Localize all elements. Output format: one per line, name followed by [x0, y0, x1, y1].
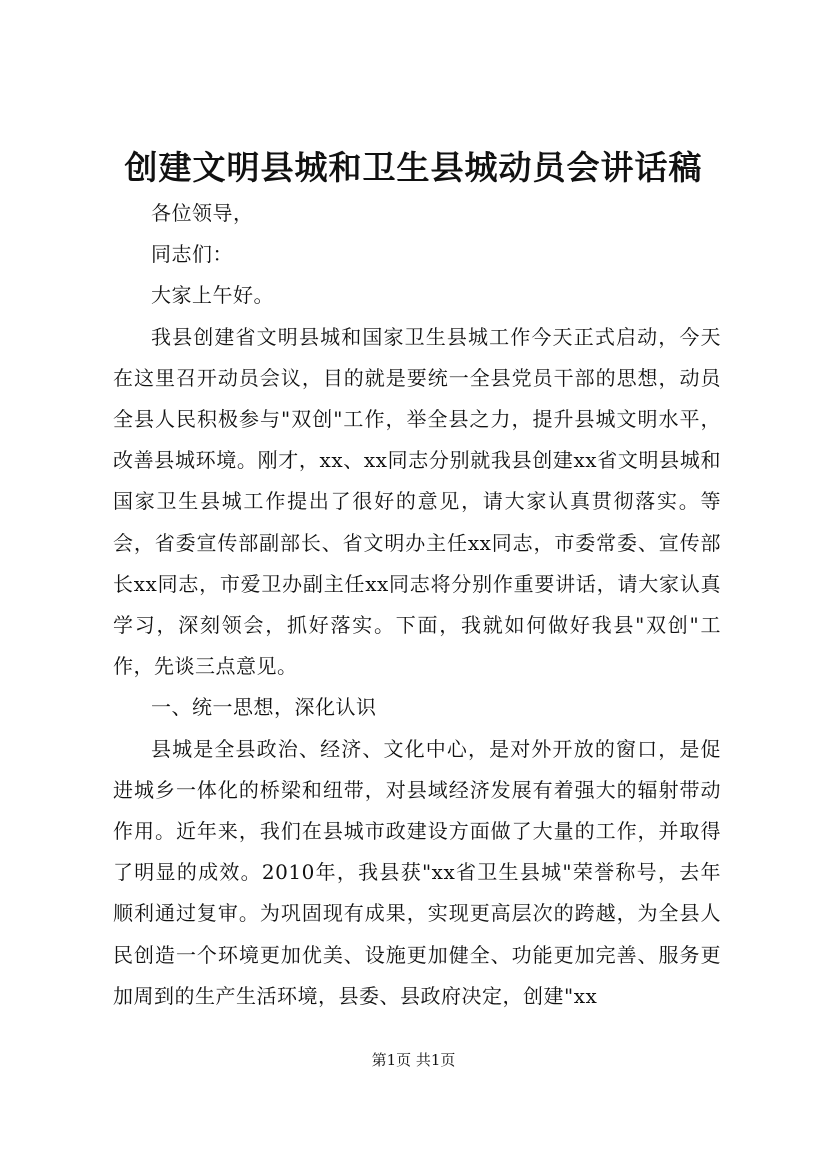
paragraph-introduction: 我县创建省文明县城和国家卫生县城工作今天正式启动，今天在这里召开动员会议，目的就是要统一全县党员干部的思想，动员全县人民积极参与"双创"工作，举全县之力，提升县城文明水平，改善县城环境。刚才，xx、xx同志分别就我县创建xx省文明县城和国家卫生县城工作提出了很好的意见，请大家认真贯彻落实。等会，省委宣传部副部长、省文明办主任xx同志，市委常委、宣传部长xx同志，市爱卫办副主任xx同志将分别作重要讲话，请大家认真学习，深刻领会，抓好落实。下面，我就如何做好我县"双创"工作，先谈三点意见。 [113, 324, 721, 679]
paragraph-salutation-leaders: 各位领导， [151, 201, 254, 225]
document-title: 创建文明县城和卫生县城动员会讲话稿 [124, 148, 703, 187]
paragraph-greeting: 大家上午好。 [151, 283, 274, 308]
document-body [113, 193, 721, 1017]
paragraph-salutation-comrades: 同志们： [151, 242, 233, 267]
page-footer: 第1页 共1页 [371, 1051, 456, 1069]
paragraph-section-1-body: 县城是全县政治、经济、文化中心，是对外开放的窗口，是促进城乡一体化的桥梁和纽带，对县域经济发展有着强大的辐射带动作用。近年来，我们在县城市政建设方面做了大量的工作，并取得了明显的成效。2010年，我县获"xx省卫生县城"荣誉称号，去年顺利通过复审。为巩固现有成果，实现更高层次的跨越，为全县人民创造一个环境更加优美、设施更加健全、功能更加完善、服务更加周到的生产生活环境，县委、县政府决定，创建"xx [113, 736, 721, 1008]
section-heading-1: 一、统一思想，深化认识 [151, 695, 377, 720]
